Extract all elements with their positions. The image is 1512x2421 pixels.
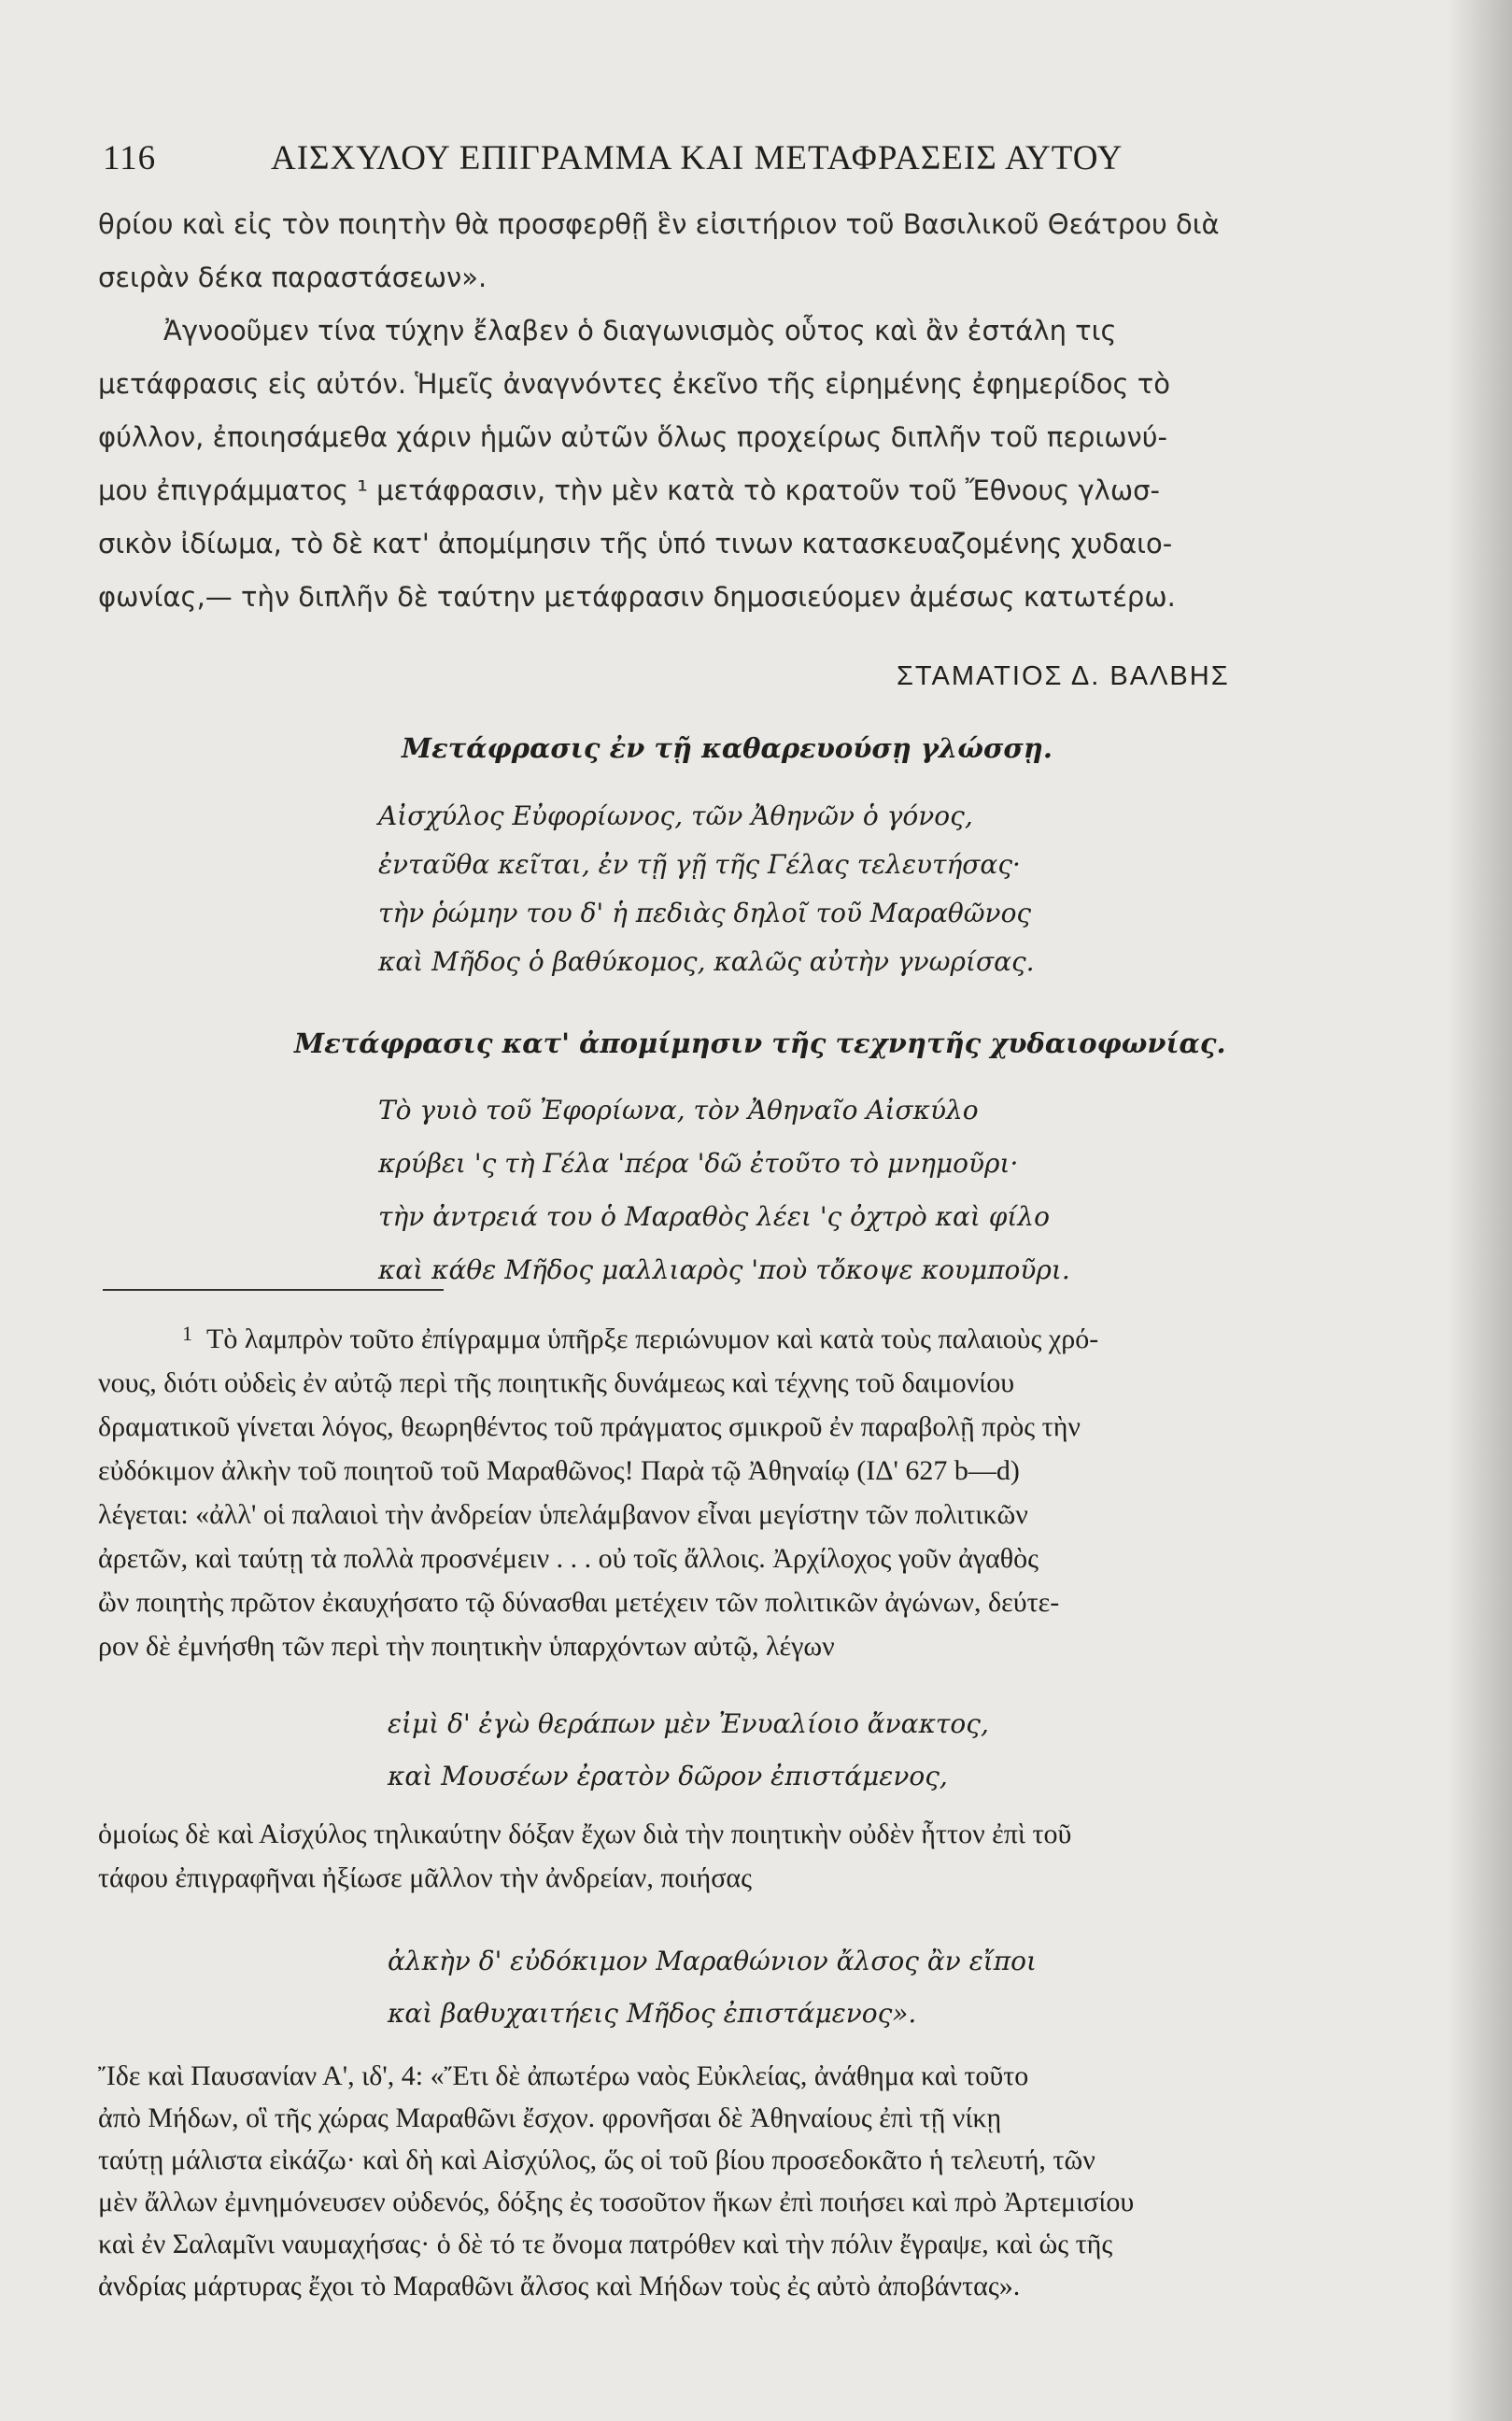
text-line: Ἀγνοοῦμεν τίνα τύχην ἔλαβεν ὁ διαγωνισμὸς οὗτος καὶ ἂν ἐστάλη τις [163, 315, 1117, 347]
quote-line: εἰμὶ δ' ἐγὼ θεράπων μὲν Ἐνυαλίοιο ἄνακτος, [388, 1708, 989, 1739]
author-signature: ΣΤΑΜΑΤΙΟΣ Δ. ΒΑΛΒΗΣ [897, 661, 1230, 691]
poem-line: Τὸ γυιὸ τοῦ Ἐφορίωνα, τὸν Ἀθηναῖο Αἰσκύλο [378, 1095, 979, 1126]
footnote-line: δραματικοῦ γίνεται λόγος, θεωρηθέντος τοῦ πράγματος σμικροῦ ἐν παραβολῇ πρὸς τὴν [98, 1411, 1081, 1442]
footnote-marker: 1 [182, 1322, 192, 1345]
quote-line: καὶ βαθυχαιτήεις Μῆδος ἐπιστάμενος». [388, 1998, 917, 2029]
translation1-poem [378, 792, 1035, 986]
translation2-heading: Μετάφρασις κατ' ἀπομίμησιν τῆς τεχνητῆς χυδαιοφωνίας. [294, 1027, 1226, 1059]
translation1-heading: Μετάφρασις ἐν τῇ καθαρευούσῃ γλώσσῃ. [402, 732, 1053, 764]
text-line: θρίου καὶ εἰς τὸν ποιητὴν θὰ προσφερθῇ ἓν εἰσιτήριον τοῦ Βασιλικοῦ Θεάτρου διὰ [98, 208, 1220, 240]
poem-line: κρύβει 'ς τὴ Γέλα 'πέρα 'δῶ ἐτοῦτο τὸ μνημοῦρι· [378, 1148, 1019, 1179]
aeschylus-epitaph-quote [388, 1935, 1037, 2040]
poem-line: τὴν ῥώμην του δ' ἡ πεδιὰς δηλοῖ τοῦ Μαραθῶνος [378, 898, 1032, 928]
page-spine-shadow [1447, 0, 1512, 2421]
footnote-divider [103, 1289, 444, 1291]
translation2-poem [378, 1083, 1070, 1296]
poem-line: καὶ κάθε Μῆδος μαλλιαρὸς 'ποὺ τὄκοψε κουμποῦρι. [378, 1254, 1070, 1285]
footnote-line [98, 1317, 1349, 1361]
page-number: 116 [103, 139, 157, 177]
text-line: σειρὰν δέκα παραστάσεων». [98, 262, 488, 293]
footnote-text: Τὸ λαμπρὸν τοῦτο ἐπίγραμμα ὑπῆρξε περιώνυμον καὶ κατὰ τοὺς παλαιοὺς χρό- [206, 1324, 1099, 1354]
page-header [103, 138, 1317, 185]
text-line: φύλλον, ἐποιησάμεθα χάριν ἡμῶν αὐτῶν ὅλως προχείρως διπλῆν τοῦ περιωνύ- [98, 421, 1167, 453]
footnote-line: ἀπὸ Μήδων, οἳ τῆς χώρας Μαραθῶνι ἔσχον. φρονῆσαι δὲ Ἀθηναίους ἐπὶ τῇ νίκῃ [98, 2102, 1002, 2133]
footnote-line: εὐδόκιμον ἀλκὴν τοῦ ποιητοῦ τοῦ Μαραθῶνος! Παρὰ τῷ Ἀθηναίῳ (ΙΔ' 627 b—d) [98, 1455, 1020, 1486]
footnote-line: λέγεται: «ἀλλ' οἱ παλαιοὶ τὴν ἀνδρείαν ὑπελάμβανον εἶναι μεγίστην τῶν πολιτικῶν [98, 1499, 1028, 1530]
running-title: ΑΙΣΧΥΛΟΥ ΕΠΙΓΡΑΜΜΑ ΚΑΙ ΜΕΤΑΦΡΑΣΕΙΣ ΑΥΤΟΥ [271, 139, 1123, 177]
text-line: μου ἐπιγράμματος ¹ μετάφρασιν, τὴν μὲν κατὰ τὸ κρατοῦν τοῦ Ἔθνους γλωσ- [98, 474, 1160, 506]
footnote-line: ὁμοίως δὲ καὶ Αἰσχύλος τηλικαύτην δόξαν ἔχων διὰ τὴν ποιητικὴν οὐδὲν ἧττον ἐπὶ τοῦ [98, 1819, 1072, 1849]
footnote-line: τάφου ἐπιγραφῆναι ἠξίωσε μᾶλλον τὴν ἀνδρείαν, ποιήσας [98, 1862, 752, 1893]
poem-line: ἐνταῦθα κεῖται, ἐν τῇ γῇ τῆς Γέλας τελευτήσας· [378, 849, 1021, 880]
footnote-line: ρον δὲ ἐμνήσθη τῶν περὶ τὴν ποιητικὴν ὑπαρχόντων αὐτῷ, λέγων [98, 1631, 835, 1662]
footnote-line: ἀρετῶν, καὶ ταύτῃ τὰ πολλὰ προσνέμειν . . . οὐ τοῖς ἄλλοις. Ἀρχίλοχος γοῦν ἀγαθὸς [98, 1543, 1039, 1574]
footnote-part-c [98, 2055, 1349, 2307]
poem-line: Αἰσχύλος Εὐφορίωνος, τῶν Ἀθηνῶν ὁ γόνος, [378, 800, 973, 831]
poem-line: καὶ Μῆδος ὁ βαθύκομος, καλῶς αὐτὴν γνωρίσας. [378, 946, 1035, 977]
quote-line: ἀλκὴν δ' εὐδόκιμον Μαραθώνιον ἄλσος ἂν εἴποι [388, 1946, 1037, 1976]
footnote-part-a [98, 1317, 1349, 1668]
footnote-line: ταύτῃ μάλιστα εἰκάζω· καὶ δὴ καὶ Αἰσχύλος, ὥς οἱ τοῦ βίου προσεδοκᾶτο ἡ τελευτή, τῶν [98, 2145, 1095, 2175]
footnote-line: νους, διότι οὐδεὶς ἐν αὐτῷ περὶ τῆς ποιητικῆς δυνάμεως καὶ τέχνης τοῦ δαιμονίου [98, 1367, 1015, 1398]
text-line: σικὸν ἰδίωμα, τὸ δὲ κατ' ἀπομίμησιν τῆς ὑπό τινων κατασκευαζομένης χυδαιο- [98, 528, 1173, 559]
poem-line: τὴν ἀντρειά του ὁ Μαραθὸς λέει 'ς ὀχτρὸ καὶ φίλο [378, 1201, 1050, 1232]
footnote-part-b [98, 1812, 1349, 1900]
archilochus-quote [388, 1698, 989, 1803]
footnote-line: Ἴδε καὶ Παυσανίαν Α', ιδ', 4: «Ἔτι δὲ ἀπωτέρω ναὸς Εὐκλείας, ἀνάθημα καὶ τοῦτο [98, 2060, 1029, 2091]
footnote-line: μὲν ἄλλων ἐμνημόνευσεν οὐδενός, δόξης ἐς τοσοῦτον ἥκων ἐπὶ ποιήσει καὶ πρὸ Ἀρτεμισίου [98, 2187, 1135, 2217]
footnote-line: ἀνδρίας μάρτυρας ἔχοι τὸ Μαραθῶνι ἄλσος καὶ Μήδων τοὺς ἐς αὐτὸ ἀποβάντας». [98, 2271, 1021, 2301]
footnote-line: ὢν ποιητὴς πρῶτον ἐκαυχήσατο τῷ δύνασθαι μετέχειν τῶν πολιτικῶν ἀγώνων, δεύτε- [98, 1587, 1060, 1618]
text-line: μετάφρασις εἰς αὐτόν. Ἡμεῖς ἀναγνόντες ἐκεῖνο τῆς εἰρημένης ἐφημερίδος τὸ [98, 368, 1170, 400]
text-line: φωνίας,— τὴν διπλῆν δὲ ταύτην μετάφρασιν δημοσιεύομεν ἀμέσως κατωτέρω. [98, 581, 1176, 613]
quote-line: καὶ Μουσέων ἐρατὸν δῶρον ἐπιστάμενος, [388, 1761, 948, 1791]
footnote-line: καὶ ἐν Σαλαμῖνι ναυμαχήσας· ὁ δὲ τό τε ὄνομα πατρόθεν καὶ τὴν πόλιν ἔγραψε, καὶ ὡς τῆς [98, 2229, 1113, 2259]
intro-paragraph [98, 198, 1349, 624]
